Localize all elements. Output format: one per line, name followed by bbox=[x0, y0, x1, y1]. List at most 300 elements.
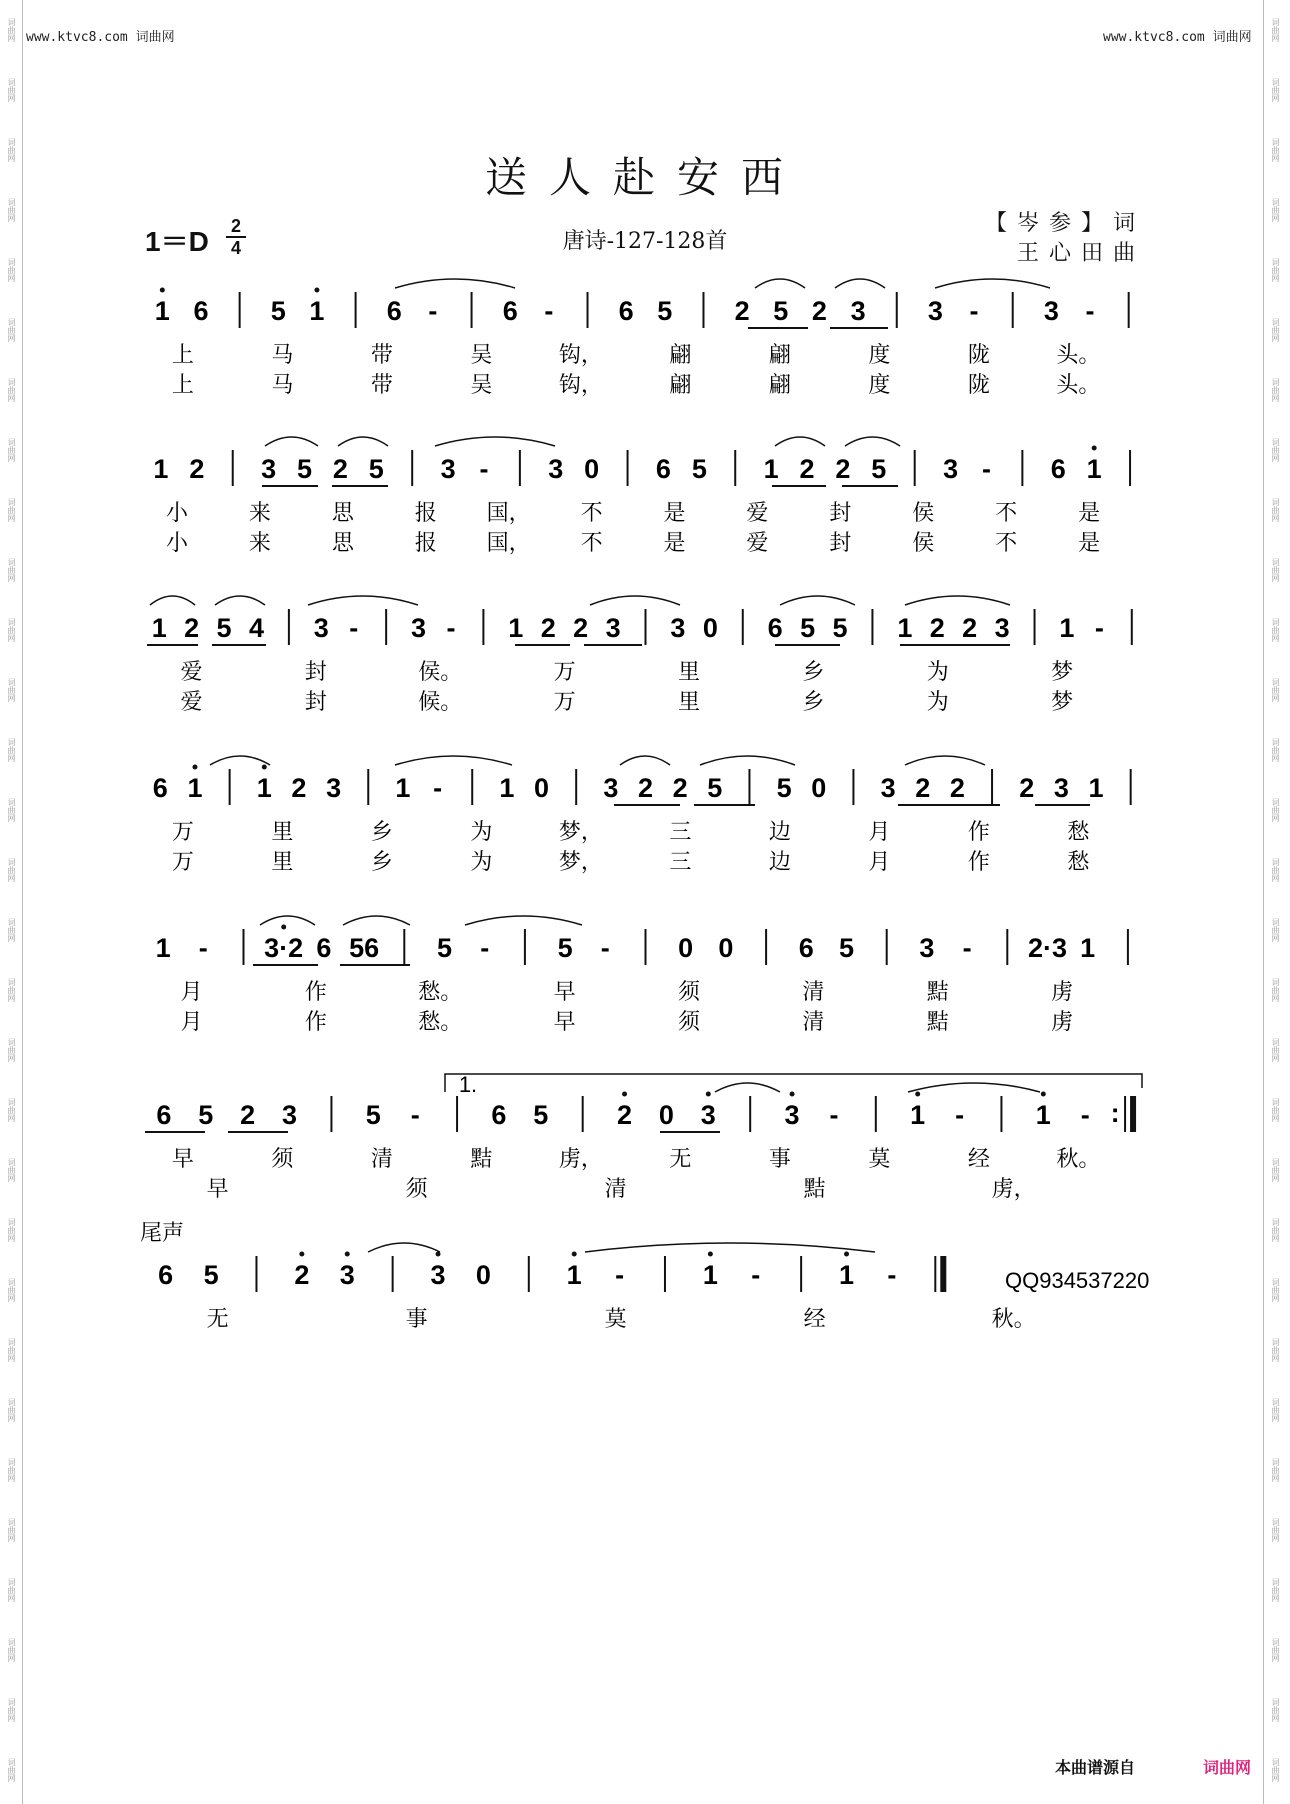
lyric-syllable: 作 bbox=[967, 850, 990, 875]
slur bbox=[700, 756, 795, 765]
side-watermark-text: 词曲网 bbox=[1271, 1698, 1280, 1722]
slur bbox=[265, 437, 318, 446]
lyric-syllable: 钩， bbox=[558, 373, 603, 398]
lyric-syllable: 事 bbox=[405, 1307, 428, 1332]
lyric-syllable: 带 bbox=[370, 373, 393, 398]
note: 2 bbox=[637, 773, 654, 803]
lyric-syllable: 月 bbox=[180, 980, 203, 1005]
side-watermark-text: 词曲网 bbox=[1271, 1158, 1280, 1182]
note: - bbox=[1094, 613, 1104, 643]
side-watermark-text: 词曲网 bbox=[1271, 738, 1280, 762]
lyric-syllable: 翩 bbox=[669, 343, 692, 368]
lyric-syllable: 莫 bbox=[868, 1147, 891, 1172]
side-watermark-text: 词曲网 bbox=[7, 18, 16, 42]
note: 1 bbox=[256, 773, 272, 803]
lyric-syllable: 不 bbox=[580, 531, 603, 556]
qq-contact: QQ934537220 bbox=[1005, 1268, 1150, 1293]
watermark-url-right: www.ktvc8.com 词曲网 bbox=[1103, 30, 1252, 45]
slur bbox=[715, 1083, 780, 1092]
note: 5 bbox=[557, 933, 573, 963]
lyric-syllable: 无 bbox=[669, 1147, 692, 1172]
octave-dot bbox=[706, 1092, 711, 1097]
note: 1 bbox=[499, 773, 515, 803]
note: 2 bbox=[540, 613, 556, 643]
note: 3 bbox=[700, 1100, 716, 1130]
note: 5 bbox=[871, 454, 887, 484]
note: - bbox=[480, 933, 490, 963]
side-watermark-text: 词曲网 bbox=[7, 1458, 16, 1482]
note: 1 bbox=[151, 613, 167, 643]
note: 3 bbox=[994, 613, 1010, 643]
note: - bbox=[969, 296, 979, 326]
side-watermark-text: 词曲网 bbox=[1271, 1278, 1280, 1302]
note: - bbox=[962, 933, 972, 963]
note: 5 bbox=[832, 613, 848, 643]
lyric-syllable: 不 bbox=[995, 531, 1018, 556]
time-numerator: 2 bbox=[226, 216, 246, 238]
side-watermark-text: 词曲网 bbox=[7, 78, 16, 102]
note: 3 bbox=[850, 296, 866, 326]
side-watermark-text: 词曲网 bbox=[7, 138, 16, 162]
note: 2 bbox=[915, 773, 931, 803]
footer-source-label: 本曲谱源自 bbox=[1055, 1758, 1136, 1777]
composer-credit: 王心田曲 bbox=[1016, 241, 1145, 266]
note: 3 bbox=[282, 1100, 298, 1130]
side-watermark-text: 词曲网 bbox=[7, 1638, 16, 1662]
note: 1 bbox=[897, 613, 913, 643]
side-watermark-text: 词曲网 bbox=[7, 978, 16, 1002]
slur bbox=[435, 437, 555, 446]
note: 6 bbox=[152, 773, 168, 803]
slur bbox=[338, 437, 388, 446]
note: 6 bbox=[386, 296, 402, 326]
lyric-syllable: 黠 bbox=[470, 1147, 493, 1172]
note: 1 bbox=[154, 296, 170, 326]
volta-bracket bbox=[445, 1074, 1142, 1092]
note: - bbox=[887, 1260, 897, 1290]
lyric-syllable: 头。 bbox=[1056, 373, 1101, 398]
note: 2 bbox=[617, 1100, 633, 1130]
note: 3 bbox=[603, 773, 619, 803]
lyric-syllable: 小 bbox=[166, 531, 189, 556]
lyric-syllable: 无 bbox=[206, 1307, 229, 1332]
lyric-syllable: 月 bbox=[868, 820, 891, 845]
slur bbox=[260, 916, 315, 925]
lyric-syllable: 三 bbox=[669, 850, 692, 875]
note: 3 bbox=[261, 454, 277, 484]
time-denominator: 4 bbox=[230, 238, 241, 258]
lyric-syllable: 里 bbox=[678, 690, 701, 715]
octave-dot bbox=[314, 288, 319, 293]
lyric-syllable: 黠 bbox=[803, 1177, 826, 1202]
side-watermark-text: 词曲网 bbox=[1271, 378, 1280, 402]
note: 6 bbox=[1050, 454, 1066, 484]
side-watermark-text: 词曲网 bbox=[7, 678, 16, 702]
note: 2 bbox=[929, 613, 945, 643]
note: 2·3 bbox=[1027, 933, 1068, 963]
note: 2 bbox=[734, 296, 750, 326]
side-watermark-text: 词曲网 bbox=[7, 1218, 16, 1242]
lyric-syllable: 小 bbox=[166, 501, 189, 526]
lyric-syllable: 为 bbox=[926, 690, 949, 715]
slur bbox=[585, 1243, 875, 1252]
side-watermark-text: 词曲网 bbox=[1271, 618, 1280, 642]
lyric-syllable: 愁。 bbox=[418, 1010, 463, 1035]
note: 0 bbox=[475, 1260, 491, 1290]
lyric-syllable: 思 bbox=[331, 531, 354, 556]
lyric-syllable: 为 bbox=[470, 850, 493, 875]
slur bbox=[150, 596, 195, 605]
note: 0 bbox=[534, 773, 550, 803]
octave-dot bbox=[1092, 446, 1097, 451]
lyric-syllable: 翩 bbox=[768, 343, 791, 368]
octave-dot bbox=[281, 925, 286, 930]
note: - bbox=[446, 613, 456, 643]
lyric-syllable: 报 bbox=[414, 501, 437, 526]
lyric-syllable: 封 bbox=[829, 531, 852, 556]
lyric-syllable: 早 bbox=[171, 1147, 194, 1172]
note: 1 bbox=[839, 1260, 855, 1290]
note: 5 bbox=[270, 296, 286, 326]
side-watermark-text: 词曲网 bbox=[7, 438, 16, 462]
note: 3 bbox=[411, 613, 427, 643]
note: - bbox=[198, 933, 208, 963]
lyric-syllable: 须 bbox=[678, 980, 701, 1005]
note: 5 bbox=[707, 773, 723, 803]
lyric-syllable: 莫 bbox=[604, 1307, 627, 1332]
lyric-syllable: 虏， bbox=[558, 1147, 603, 1172]
footer-site-name: 词曲网 bbox=[1203, 1758, 1252, 1777]
note: 6 bbox=[655, 454, 671, 484]
note: - bbox=[751, 1260, 761, 1290]
lyric-syllable: 乡 bbox=[370, 850, 393, 875]
lyric-syllable: 思 bbox=[331, 501, 354, 526]
note: 5 bbox=[368, 454, 384, 484]
note: 0 bbox=[811, 773, 827, 803]
note: 6 bbox=[193, 296, 209, 326]
octave-dot bbox=[572, 1252, 577, 1257]
note: 1 bbox=[702, 1260, 718, 1290]
slur bbox=[210, 756, 270, 765]
side-watermark-text: 词曲网 bbox=[7, 258, 16, 282]
octave-dot bbox=[622, 1092, 627, 1097]
song-title: 送人赴安西 bbox=[484, 153, 805, 202]
lyric-syllable: 事 bbox=[768, 1147, 791, 1172]
note: 3 bbox=[927, 296, 943, 326]
lyric-syllable: 侯 bbox=[912, 531, 935, 556]
lyric-syllable: 乡 bbox=[370, 820, 393, 845]
lyric-syllable: 不 bbox=[580, 501, 603, 526]
side-watermark-text: 词曲网 bbox=[1271, 1218, 1280, 1242]
side-watermark-text: 词曲网 bbox=[1271, 858, 1280, 882]
lyric-syllable: 爱 bbox=[180, 690, 203, 715]
lyric-syllable: 愁 bbox=[1067, 850, 1090, 875]
lyric-syllable: 度 bbox=[868, 343, 891, 368]
lyric-syllable: 爱 bbox=[180, 660, 203, 685]
lyric-syllable: 不 bbox=[995, 501, 1018, 526]
note: 1 bbox=[1086, 454, 1102, 484]
octave-dot bbox=[299, 1252, 304, 1257]
note: 3 bbox=[1053, 773, 1069, 803]
slur bbox=[905, 756, 985, 765]
note: 2 bbox=[835, 454, 851, 484]
lyric-syllable: 梦， bbox=[558, 850, 603, 875]
lyric-syllable: 爱 bbox=[746, 531, 769, 556]
side-watermark-text: 词曲网 bbox=[7, 198, 16, 222]
note: 1 bbox=[153, 454, 169, 484]
lyric-syllable: 早 bbox=[553, 980, 576, 1005]
octave-dot bbox=[1041, 1092, 1046, 1097]
side-watermark-text: 词曲网 bbox=[7, 318, 16, 342]
note: 6 bbox=[491, 1100, 507, 1130]
lyric-syllable: 秋。 bbox=[991, 1307, 1036, 1332]
lyric-syllable: 乡 bbox=[802, 690, 825, 715]
note: 3 bbox=[943, 454, 959, 484]
lyric-syllable: 梦 bbox=[1051, 690, 1074, 715]
lyric-syllable: 经 bbox=[967, 1147, 990, 1172]
lyric-syllable: 里 bbox=[678, 660, 701, 685]
lyric-syllable: 秋。 bbox=[1056, 1147, 1101, 1172]
lyric-syllable: 须 bbox=[405, 1177, 428, 1202]
note: 1 bbox=[1088, 773, 1104, 803]
side-watermark-text: 词曲网 bbox=[7, 1038, 16, 1062]
lyric-syllable: 吴 bbox=[470, 343, 493, 368]
note: - bbox=[955, 1100, 965, 1130]
note: 3 bbox=[339, 1260, 355, 1290]
lyric-syllable: 翩 bbox=[669, 373, 692, 398]
note: 1 bbox=[508, 613, 524, 643]
side-watermark-text: 词曲网 bbox=[7, 618, 16, 642]
note: 5 bbox=[533, 1100, 549, 1130]
side-watermark-text: 词曲网 bbox=[1271, 1578, 1280, 1602]
lyric-syllable: 封 bbox=[304, 660, 327, 685]
lyric-syllable: 作 bbox=[967, 820, 990, 845]
side-watermark-text: 词曲网 bbox=[1271, 978, 1280, 1002]
note: 2 bbox=[1019, 773, 1035, 803]
lyric-syllable: 是 bbox=[663, 531, 686, 556]
lyric-syllable: 须 bbox=[271, 1147, 294, 1172]
note: - bbox=[544, 296, 554, 326]
lyric-syllable: 上 bbox=[171, 373, 194, 398]
lyric-syllable: 为 bbox=[926, 660, 949, 685]
note: - bbox=[410, 1100, 420, 1130]
lyric-syllable: 带 bbox=[370, 343, 393, 368]
lyric-syllable: 是 bbox=[1078, 531, 1101, 556]
side-watermark-text: 词曲网 bbox=[1271, 1038, 1280, 1062]
side-watermark-text: 词曲网 bbox=[7, 1698, 16, 1722]
lyric-syllable: 清 bbox=[802, 980, 825, 1005]
side-watermark-text: 词曲网 bbox=[7, 858, 16, 882]
lyric-syllable: 封 bbox=[829, 501, 852, 526]
note: 2 bbox=[184, 613, 200, 643]
note: 2 bbox=[962, 613, 978, 643]
note: - bbox=[981, 454, 991, 484]
side-watermark-text: 词曲网 bbox=[7, 498, 16, 522]
side-watermark-text: 词曲网 bbox=[7, 1098, 16, 1122]
lyric-syllable: 早 bbox=[206, 1177, 229, 1202]
side-watermark-text: 词曲网 bbox=[1271, 558, 1280, 582]
lyric-syllable: 来 bbox=[248, 531, 271, 556]
lyric-syllable: 虏 bbox=[1051, 1010, 1074, 1035]
note: 3 bbox=[326, 773, 342, 803]
lyric-syllable: 梦， bbox=[558, 820, 603, 845]
lyric-syllable: 陇 bbox=[967, 373, 990, 398]
lyric-syllable: 黠 bbox=[926, 1010, 949, 1035]
side-watermark-text: 词曲网 bbox=[1271, 1638, 1280, 1662]
side-watermark-text: 词曲网 bbox=[7, 1338, 16, 1362]
side-watermark-text: 词曲网 bbox=[1271, 198, 1280, 222]
slur bbox=[780, 596, 855, 605]
note: 0 bbox=[718, 933, 734, 963]
note: 0 bbox=[702, 613, 718, 643]
note: 1 bbox=[155, 933, 171, 963]
slur bbox=[395, 756, 512, 765]
note: 1 bbox=[566, 1260, 582, 1290]
note: 6 bbox=[767, 613, 783, 643]
side-watermark-text: 词曲网 bbox=[7, 1758, 16, 1782]
side-watermark-text: 词曲网 bbox=[1271, 258, 1280, 282]
note: 3 bbox=[784, 1100, 800, 1130]
side-watermark-text: 词曲网 bbox=[1271, 1098, 1280, 1122]
note: 1 bbox=[395, 773, 411, 803]
slur bbox=[395, 279, 515, 288]
lyric-syllable: 报 bbox=[414, 531, 437, 556]
lyric-syllable: 候。 bbox=[418, 690, 463, 715]
note: 5 bbox=[216, 613, 232, 643]
note: 3·2 bbox=[264, 933, 304, 963]
lyric-syllable: 度 bbox=[868, 373, 891, 398]
side-watermark-text: 词曲网 bbox=[1271, 318, 1280, 342]
side-watermark-text: 词曲网 bbox=[7, 918, 16, 942]
note: 5 bbox=[691, 454, 707, 484]
octave-dot bbox=[345, 1252, 350, 1257]
note: 5 bbox=[203, 1260, 219, 1290]
side-watermark-text: 词曲网 bbox=[1271, 1758, 1280, 1782]
side-watermark-text: 词曲网 bbox=[7, 1278, 16, 1302]
lyric-syllable: 爱 bbox=[746, 501, 769, 526]
lyric-syllable: 陇 bbox=[967, 343, 990, 368]
slur bbox=[215, 596, 265, 605]
note: 3 bbox=[430, 1260, 446, 1290]
lyric-syllable: 早 bbox=[553, 1010, 576, 1035]
note: 3 bbox=[313, 613, 329, 643]
note: 2 bbox=[949, 773, 965, 803]
note: 6 bbox=[316, 933, 332, 963]
note: 1 bbox=[309, 296, 325, 326]
note: 5 bbox=[198, 1100, 214, 1130]
lyric-syllable: 里 bbox=[271, 850, 294, 875]
octave-dot bbox=[160, 288, 165, 293]
note: 5 bbox=[297, 454, 313, 484]
note: 5 bbox=[365, 1100, 381, 1130]
note: 3 bbox=[605, 613, 621, 643]
side-watermark-text: 词曲网 bbox=[7, 738, 16, 762]
lyric-syllable: 边 bbox=[768, 850, 791, 875]
lyric-syllable: 国， bbox=[486, 531, 531, 556]
slur bbox=[775, 437, 825, 446]
side-watermark-text: 词曲网 bbox=[7, 1518, 16, 1542]
volta-label: 1. bbox=[458, 1072, 478, 1097]
octave-dot bbox=[844, 1252, 849, 1257]
side-watermark-text: 词曲网 bbox=[1271, 138, 1280, 162]
section-label: 尾声 bbox=[140, 1221, 185, 1246]
subtitle: 唐诗-127-128首 bbox=[562, 229, 728, 254]
lyric-syllable: 是 bbox=[1078, 501, 1101, 526]
note: 5 bbox=[776, 773, 792, 803]
note: 3 bbox=[670, 613, 686, 643]
repeat-dots: : bbox=[1110, 1098, 1120, 1128]
octave-dot bbox=[915, 1092, 920, 1097]
note: 2 bbox=[291, 773, 307, 803]
note: 0 bbox=[658, 1100, 674, 1130]
lyric-syllable: 万 bbox=[171, 820, 194, 845]
side-watermark-text: 词曲网 bbox=[7, 798, 16, 822]
lyric-syllable: 月 bbox=[180, 1010, 203, 1035]
side-watermark-text: 词曲网 bbox=[1271, 498, 1280, 522]
note: 2 bbox=[294, 1260, 310, 1290]
note: 5 bbox=[657, 296, 673, 326]
side-watermark-text: 词曲网 bbox=[7, 1158, 16, 1182]
side-watermark-text: 词曲网 bbox=[7, 558, 16, 582]
lyric-syllable: 作 bbox=[304, 1010, 327, 1035]
slur bbox=[368, 1243, 440, 1252]
note: 1 bbox=[1035, 1100, 1051, 1130]
octave-dot bbox=[192, 765, 197, 770]
lyric-syllable: 黠 bbox=[926, 980, 949, 1005]
key-signature: 1＝D bbox=[145, 226, 209, 257]
lyric-syllable: 清 bbox=[802, 1010, 825, 1035]
note: 6 bbox=[618, 296, 634, 326]
note: 6 bbox=[158, 1260, 174, 1290]
lyric-syllable: 头。 bbox=[1056, 343, 1101, 368]
side-watermark-text: 词曲网 bbox=[1271, 1458, 1280, 1482]
note: - bbox=[433, 773, 443, 803]
lyric-syllable: 上 bbox=[171, 343, 194, 368]
note: 5 bbox=[773, 296, 789, 326]
lyric-syllable: 来 bbox=[248, 501, 271, 526]
note: 56 bbox=[349, 933, 380, 963]
lyric-syllable: 乡 bbox=[802, 660, 825, 685]
note: 1 bbox=[910, 1100, 926, 1130]
slur bbox=[835, 279, 885, 288]
watermark-url-left: www.ktvc8.com 词曲网 bbox=[26, 30, 175, 45]
octave-dot bbox=[262, 765, 267, 770]
lyric-syllable: 吴 bbox=[470, 373, 493, 398]
side-watermark-text: 词曲网 bbox=[1271, 798, 1280, 822]
note: - bbox=[479, 454, 489, 484]
lyric-syllable: 万 bbox=[171, 850, 194, 875]
lyric-syllable: 马 bbox=[271, 373, 294, 398]
lyric-syllable: 清 bbox=[370, 1147, 393, 1172]
note: 5 bbox=[436, 933, 453, 963]
note: 3 bbox=[919, 933, 935, 963]
note: 6 bbox=[156, 1100, 172, 1130]
side-watermark-text: 词曲网 bbox=[1271, 678, 1280, 702]
note: 0 bbox=[678, 933, 694, 963]
note: 2 bbox=[811, 296, 827, 326]
slur bbox=[308, 596, 418, 605]
lyric-syllable: 国， bbox=[486, 501, 531, 526]
lyric-syllable: 封 bbox=[304, 690, 327, 715]
side-watermark-text: 词曲网 bbox=[7, 1578, 16, 1602]
lyric-syllable: 侯 bbox=[912, 501, 935, 526]
note: 3 bbox=[1043, 296, 1059, 326]
note: - bbox=[1085, 296, 1095, 326]
lyricist-credit: 【岑参】词 bbox=[984, 211, 1145, 236]
side-watermark-text: 词曲网 bbox=[1271, 1518, 1280, 1542]
slur bbox=[620, 756, 670, 765]
lyric-syllable: 万 bbox=[553, 690, 576, 715]
